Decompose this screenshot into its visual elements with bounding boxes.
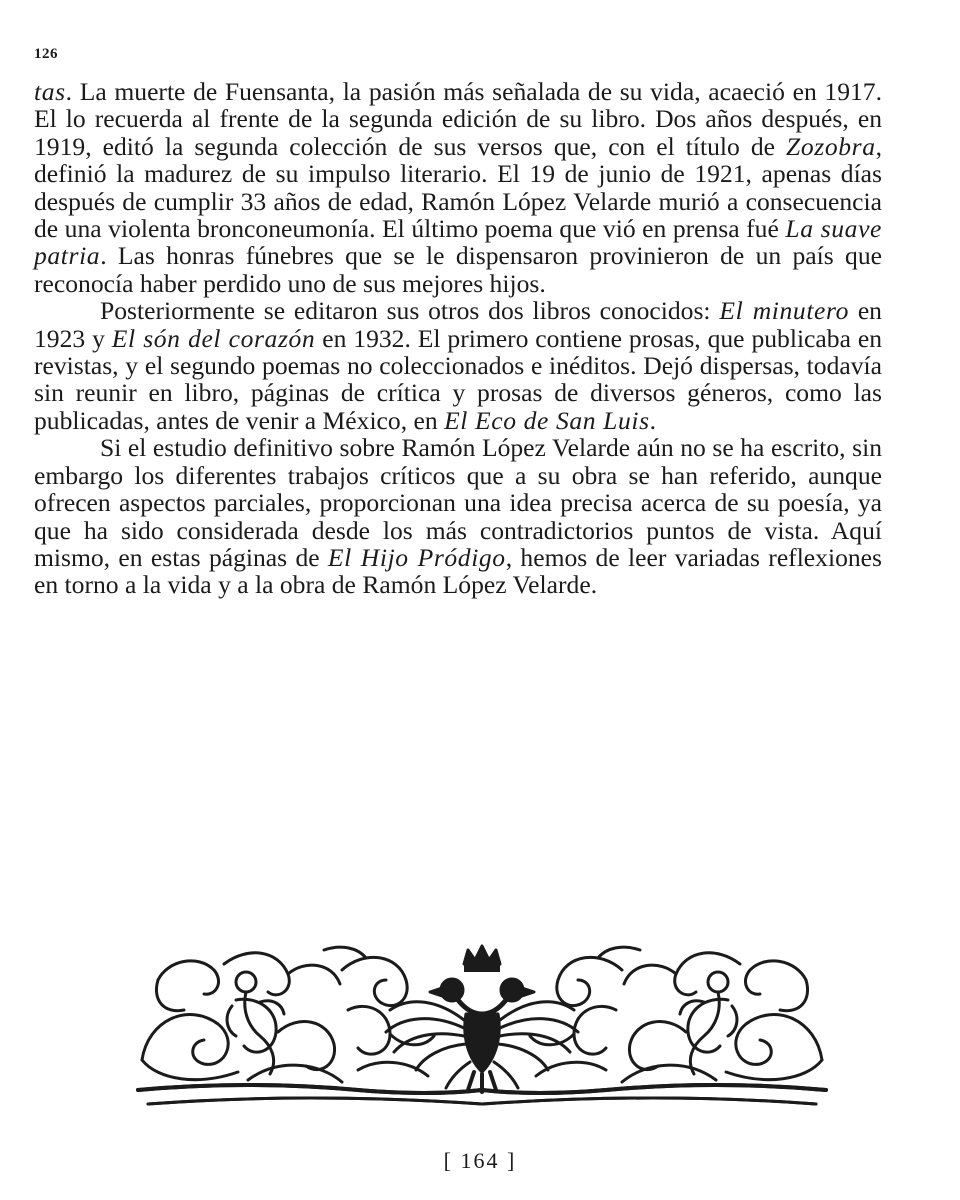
- text-run: .: [649, 405, 657, 435]
- double-headed-eagle-ornament-icon: [128, 940, 836, 1118]
- page-number: [ 164 ]: [443, 1148, 517, 1173]
- text-run: . La muerte de Fuensanta, la pasión más señalada de su vida, acaeció en 1917. El lo recuerda al frente de la segunda edición de su libro. Dos años después, en 1919, editó la segunda colección de sus versos que, con el título de: [34, 77, 882, 161]
- paragraph-1: [34, 78, 882, 297]
- body-text: [34, 78, 882, 599]
- text-run: , definió la madurez de su impulso literario. El 19 de junio de 1921, apenas días después de cumplir 33 años de edad, Ramón López Velarde murió a consecuencia de una violenta bronconeumonía. El último poema que vió en prensa fué: [34, 131, 882, 244]
- text-run: , hemos de leer variadas reflexiones en torno a la vida y a la obra de Ramón López Velarde.: [34, 542, 882, 600]
- paragraph-2: [34, 297, 882, 434]
- text-run: en 1923 y: [34, 296, 882, 353]
- running-folio: 126: [34, 46, 58, 62]
- paragraph-3: [34, 434, 882, 598]
- italic-title-run: tas: [34, 77, 66, 106]
- text-run: en 1932. El primero contiene prosas, que publicaba en revistas, y el segundo poemas no coleccionados e inéditos. Dejó dispersas, todavía sin reunir en libro, páginas de crítica y prosas de diversos géneros, como las publicadas, antes de venir a México, en: [34, 323, 882, 435]
- italic-title-run: El Hijo Pródigo: [327, 542, 506, 572]
- text-run: Si el estudio definitivo sobre Ramón López Velarde aún no se ha escrito, sin embargo los diferentes trabajos críticos que a su obra se han referido, aunque ofrecen aspectos parciales, proporcionan una idea precisa acerca de su poesía, ya que ha sido considerada desde los más contradictorios puntos de vista. Aquí mismo, en estas páginas de: [34, 433, 882, 572]
- text-run: Posteriormente se editaron sus otros dos libros conocidos:: [100, 296, 720, 326]
- italic-title-run: La suave patria: [34, 214, 882, 271]
- italic-title-run: El són del corazón: [111, 323, 316, 353]
- italic-title-run: El Eco de San Luis: [444, 405, 650, 435]
- text-run: . Las honras fúnebres que se le dispensaron provinieron de un país que reconocía haber perdido uno de sus mejores hijos.: [34, 241, 882, 298]
- italic-title-run: El minutero: [719, 296, 849, 326]
- italic-title-run: Zozobra: [786, 131, 876, 161]
